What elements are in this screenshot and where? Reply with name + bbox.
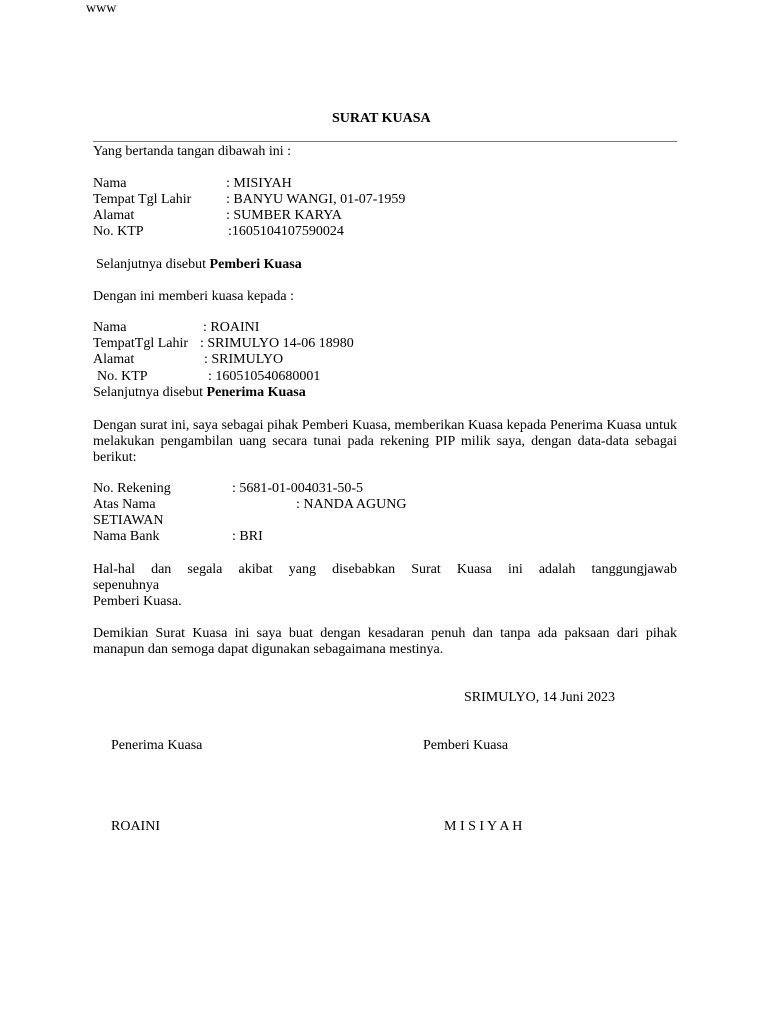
account-number-value: : 5681-01-004031-50-5: [232, 481, 364, 496]
title-divider: [93, 141, 677, 142]
page-header-text: www: [86, 1, 117, 16]
signature-right-name: M I S I Y A H: [444, 819, 523, 834]
bank-name-value: : BRI: [232, 529, 263, 544]
grantee-name-value: : ROAINI: [203, 320, 260, 335]
grantee-ktp-value: : 160510540680001: [208, 369, 321, 384]
grantee-address-label: Alamat: [93, 352, 135, 367]
grantor-name-value: : MISIYAH: [226, 176, 292, 191]
signature-left-name: ROAINI: [111, 819, 160, 834]
grantee-ktp-label: No. KTP: [97, 369, 148, 384]
intro-text: Yang bertanda tangan dibawah ini :: [93, 144, 292, 159]
signature-right-role: Pemberi Kuasa: [423, 738, 509, 753]
account-number-label: No. Rekening: [93, 481, 171, 496]
grantee-address-value: : SRIMULYO: [204, 352, 284, 367]
responsibility-line-2: sepenuhnya: [93, 578, 160, 593]
grantor-address-value: : SUMBER KARYA: [226, 208, 342, 223]
grantor-address-label: Alamat: [93, 208, 135, 223]
transfer-line: Dengan ini memberi kuasa kepada :: [93, 289, 294, 304]
responsibility-line-3: Pemberi Kuasa.: [93, 594, 182, 609]
grantee-role-prefix: Selanjutnya disebut: [93, 385, 204, 400]
grantee-role-line: [93, 385, 306, 401]
place-date: SRIMULYO, 14 Juni 2023: [464, 690, 616, 705]
grantor-ktp-value: :1605104107590024: [228, 224, 344, 239]
grantee-role: Penerima Kuasa: [206, 385, 306, 400]
document-title: SURAT KUASA: [332, 111, 431, 126]
grantor-birth-value: : BANYU WANGI, 01-07-1959: [226, 192, 406, 207]
closing-paragraph: Demikian Surat Kuasa ini saya buat dengan kesadaran penuh dan tanpa ada paksaan dari pihak manapun dan semoga dapat digunakan sebagaimana mestinya.: [93, 626, 677, 657]
grantor-role-prefix: Selanjutnya disebut: [96, 257, 207, 272]
grantor-name-label: Nama: [93, 176, 127, 191]
authorization-paragraph: Dengan surat ini, saya sebagai pihak Pemberi Kuasa, memberikan Kuasa kepada Penerima Kuasa untuk melakukan pengambilan uang secara tunai pada rekening PIP milik saya, dengan data-data sebagai berikut:: [93, 418, 677, 465]
grantor-birth-label: Tempat Tgl Lahir: [93, 192, 192, 207]
grantee-birth-value: : SRIMULYO 14-06 18980: [200, 336, 354, 351]
signature-left-role: Penerima Kuasa: [111, 738, 203, 753]
grantor-role: Pemberi Kuasa: [209, 257, 302, 272]
account-holder-value: : NANDA AGUNG: [296, 497, 407, 512]
grantor-ktp-label: No. KTP: [93, 224, 144, 239]
grantor-role-line: [96, 257, 302, 273]
bank-name-label: Nama Bank: [93, 529, 160, 544]
account-holder-label: Atas Nama: [93, 497, 156, 512]
account-holder-continued: SETIAWAN: [93, 513, 164, 528]
grantee-name-label: Nama: [93, 320, 127, 335]
grantee-birth-label: TempatTgl Lahir: [93, 336, 189, 351]
responsibility-line-1: Hal-hal dan segala akibat yang disebabkan Surat Kuasa ini adalah tanggungjawab: [93, 562, 677, 577]
